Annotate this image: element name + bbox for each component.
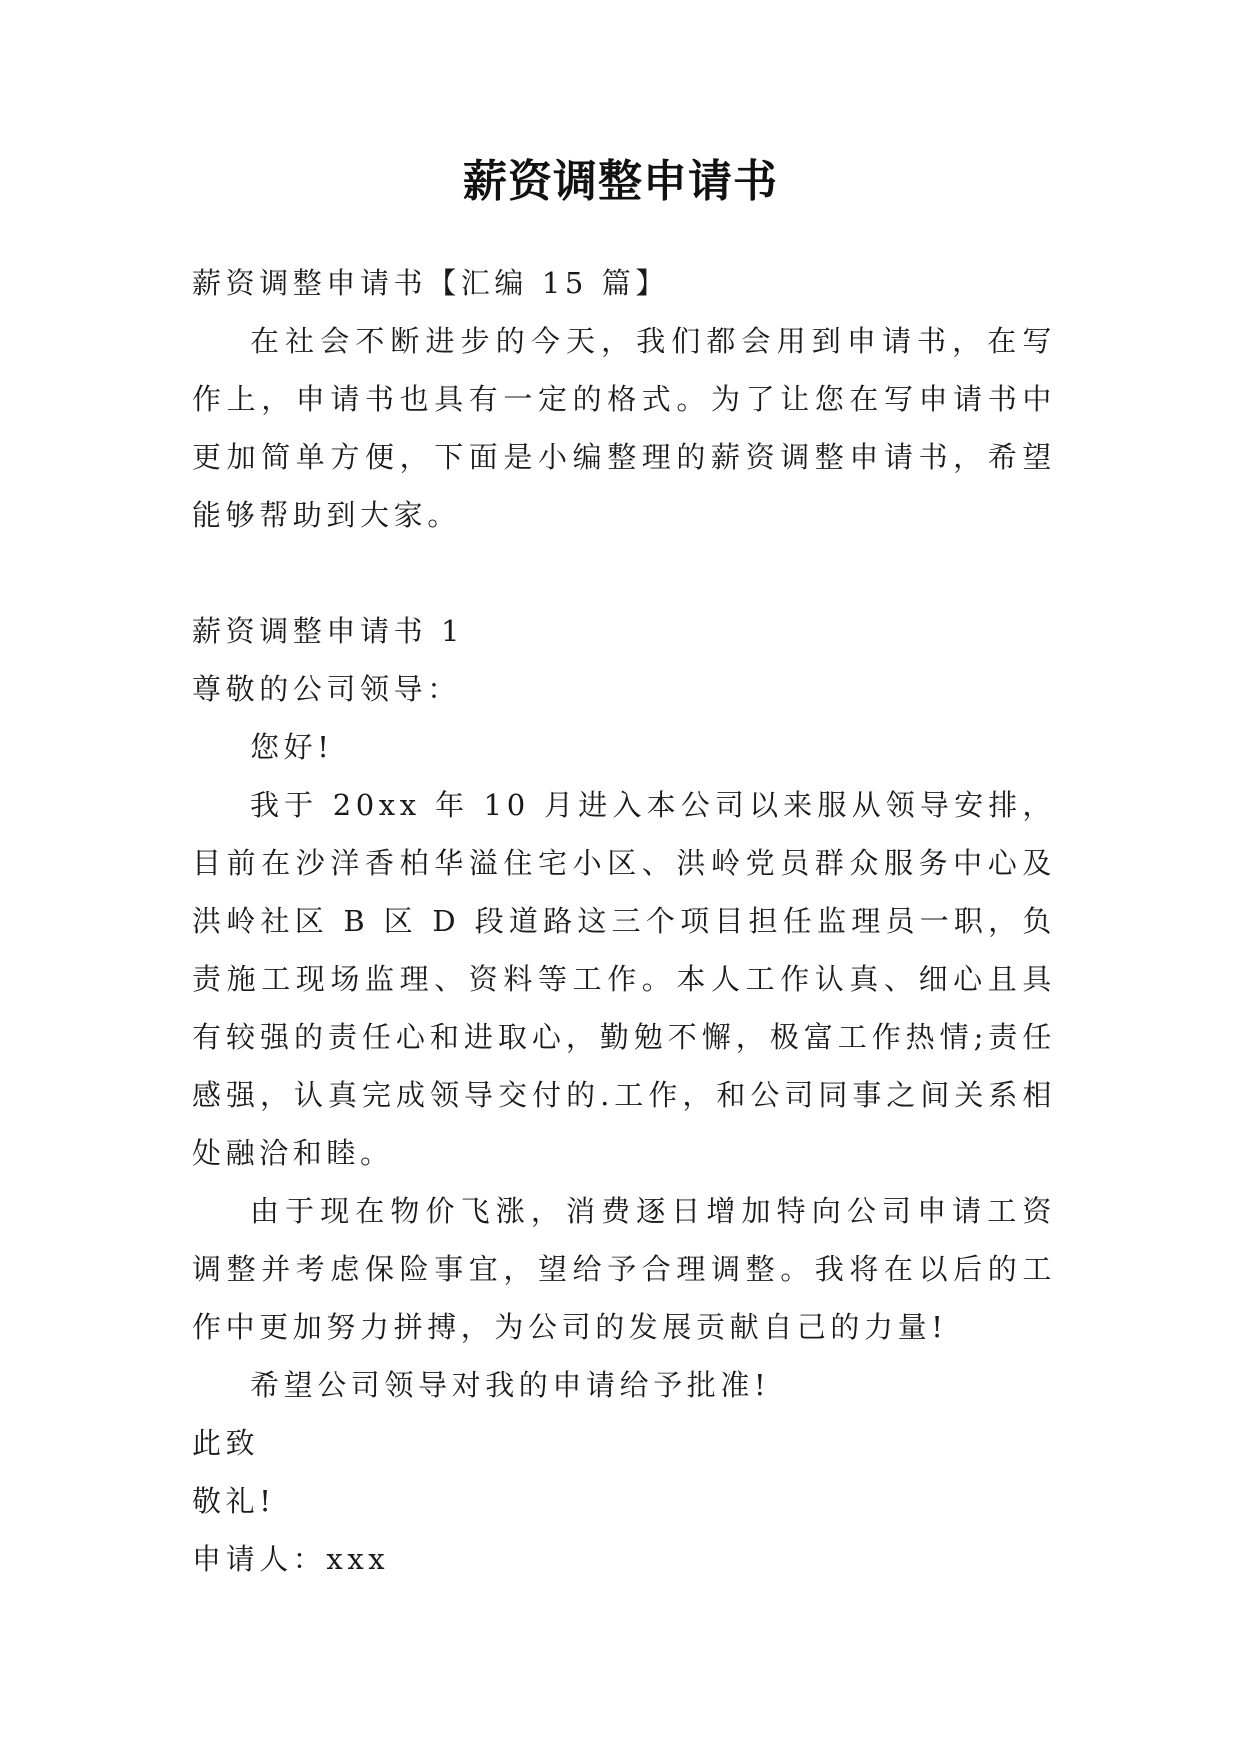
section-heading: 薪资调整申请书 1 <box>192 614 465 648</box>
intro-paragraph: 在社会不断进步的今天，我们都会用到申请书，在写作上，申请书也具有一定的格式。为了让您在写申请书中更加简单方便，下面是小编整理的薪资调整申请书，希望能够帮助到大家。 <box>192 324 1056 532</box>
body-paragraph-3: 希望公司领导对我的申请给予批准! <box>250 1368 771 1402</box>
document-title: 薪资调整申请书 <box>463 156 778 207</box>
document-subtitle: 薪资调整申请书【汇编 15 篇】 <box>192 266 669 300</box>
salutation: 尊敬的公司领导： <box>192 672 461 706</box>
signature-line: 申请人：xxx <box>192 1542 390 1576</box>
blank-line <box>192 544 1056 602</box>
closing-line-1: 此致 <box>192 1426 260 1460</box>
document-body <box>192 254 1056 1588</box>
greeting: 您好! <box>250 730 334 764</box>
closing-line-2: 敬礼! <box>192 1484 276 1518</box>
body-paragraph-2: 由于现在物价飞涨，消费逐日增加特向公司申请工资调整并考虑保险事宜，望给予合理调整。我将在以后的工作中更加努力拼搏，为公司的发展贡献自己的力量! <box>192 1194 1056 1344</box>
body-paragraph-1: 我于 20xx 年 10 月进入本公司以来服从领导安排，目前在沙洋香柏华溢住宅小区、洪岭党员群众服务中心及洪岭社区 B 区 D 段道路这三个项目担任监理员一职，负责施工现场监理、资料等工作。本人工作认真、细心且具有较强的责任心和进取心，勤勉不懈，极富工作热情;责任感强，认真完成领导交付的.工作，和公司同事之间关系相处融洽和睦。 <box>192 788 1056 1170</box>
